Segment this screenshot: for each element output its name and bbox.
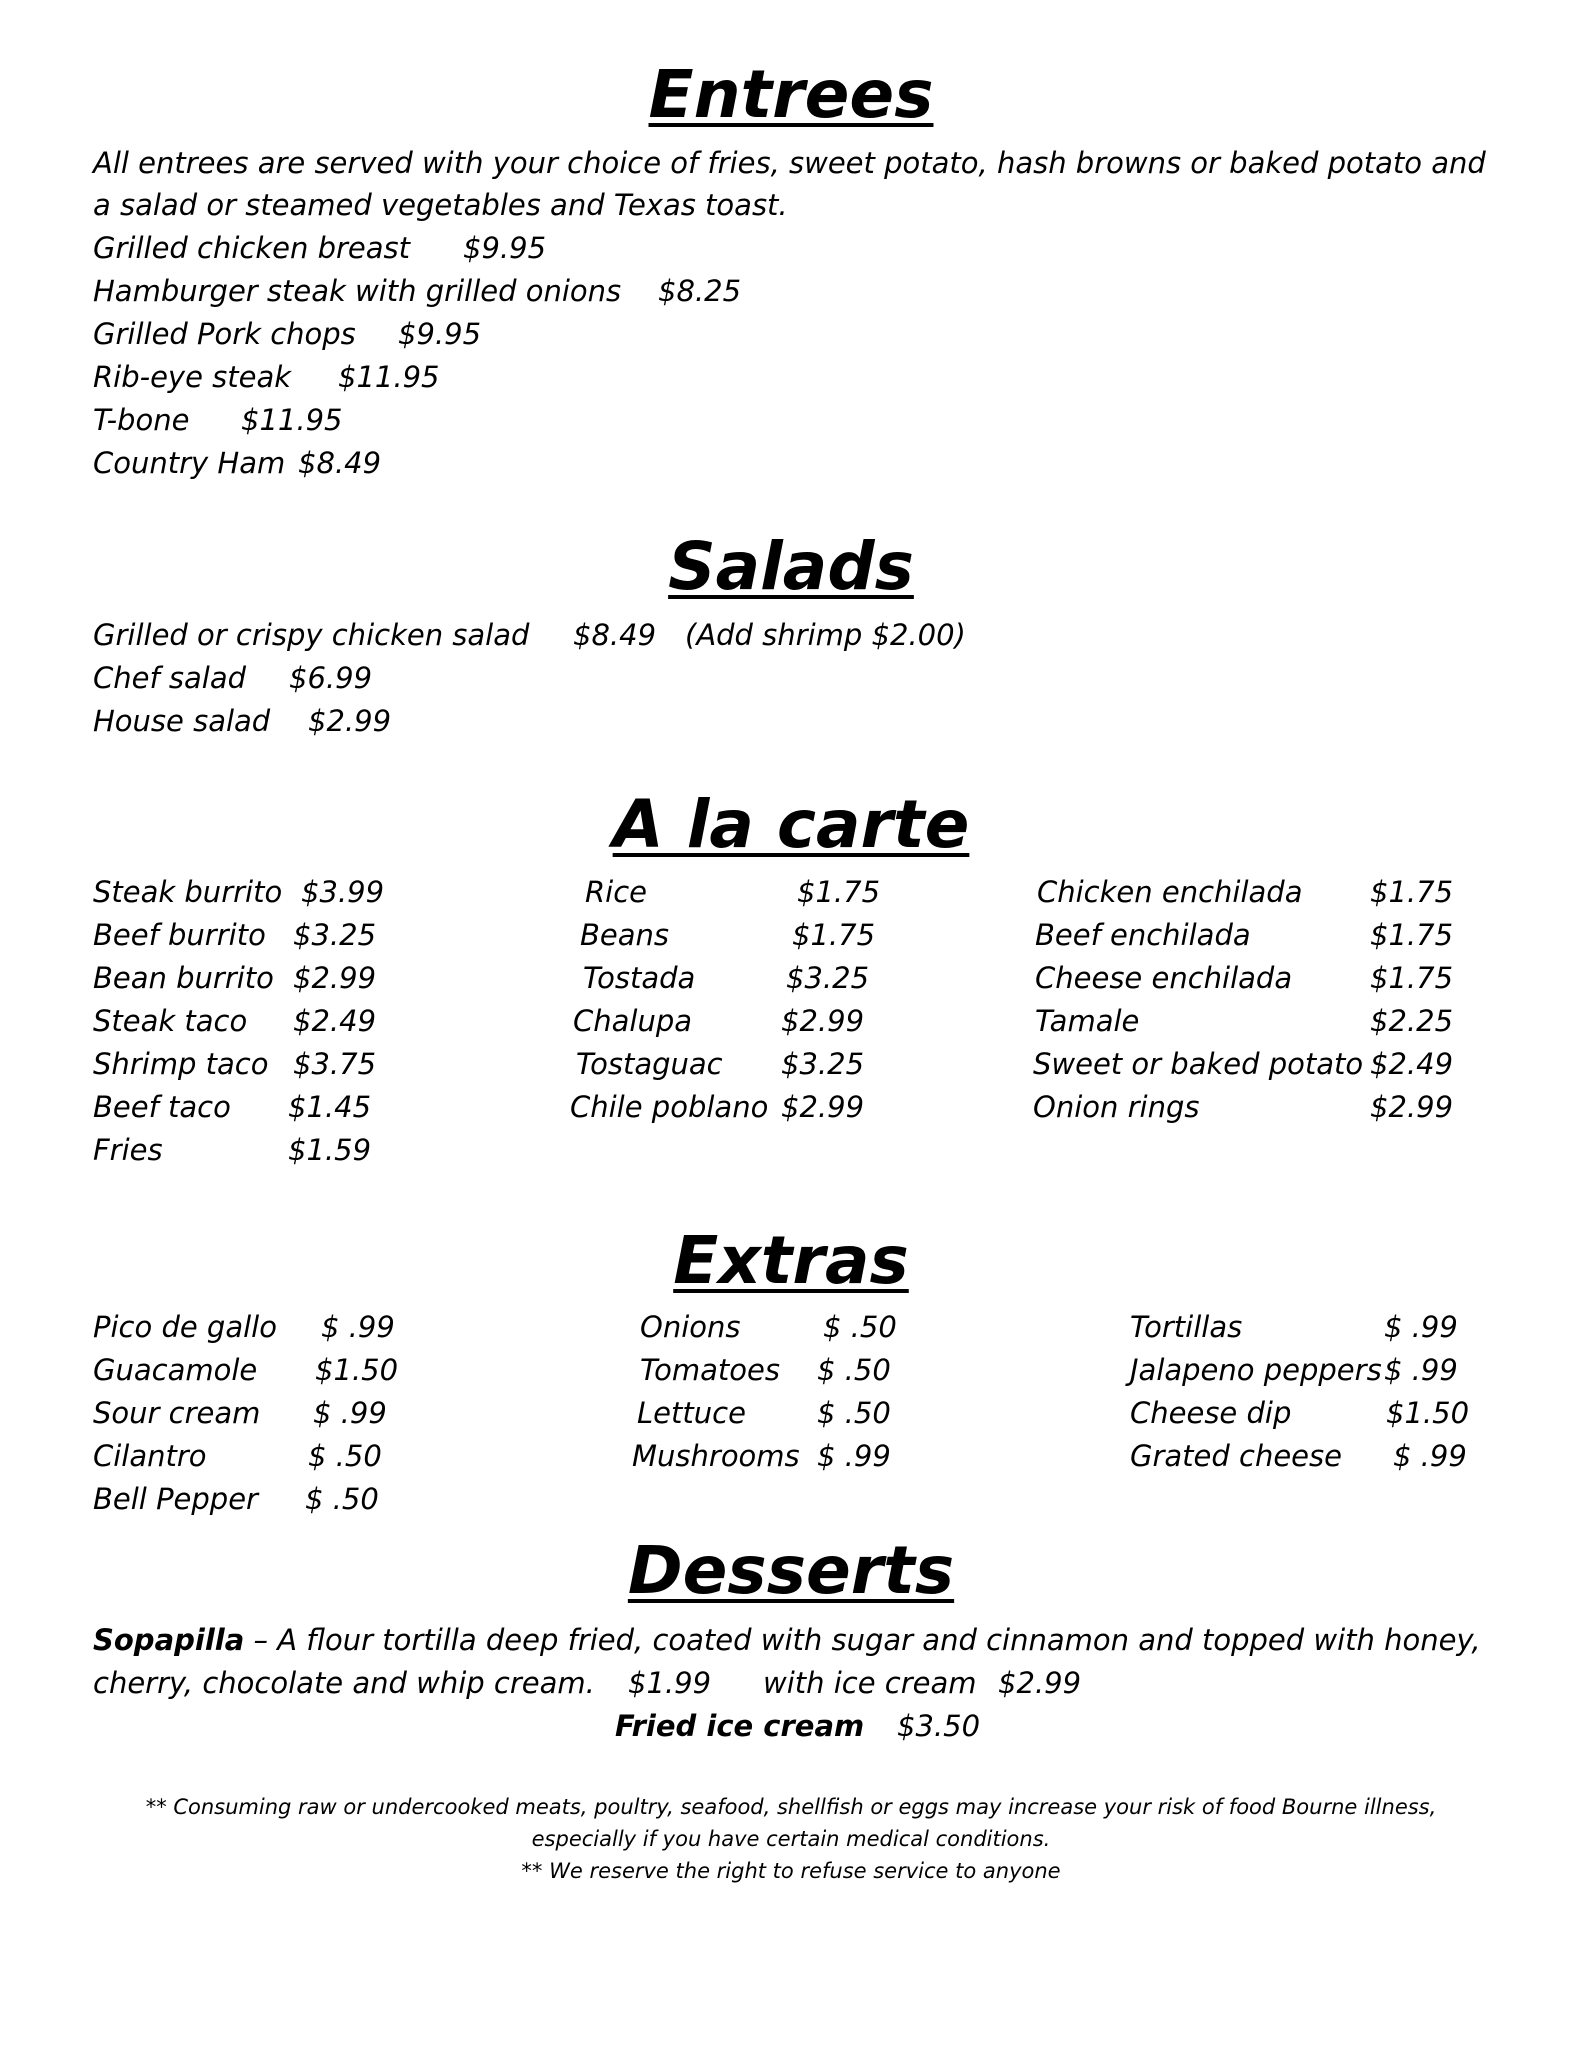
entrees-intro-line-1: All entrees are served with your choice of fries, sweet potato, hash browns or baked potato and [93,146,1486,180]
alacarte-price: $2.99 [293,961,377,995]
alacarte-name: Shrimp taco [93,1047,269,1081]
extras-name: Bell Pepper [93,1482,258,1516]
entree-item [93,357,440,397]
alacarte-name: Onion rings [1033,1090,1200,1124]
fried-ice-cream-price: $3.50 [897,1709,981,1743]
extras-item [1130,1436,1467,1476]
extras-name: Tortillas [1130,1310,1243,1344]
sopapilla-description: – A flour tortilla deep fried, coated with sugar and cinnamon and topped with honey, [244,1623,1481,1657]
alacarte-item [93,1001,377,1041]
extras-price: $ .99 [321,1310,395,1344]
entree-price: $11.95 [338,360,440,394]
alacarte-price: $2.99 [781,1004,865,1038]
alacarte-item [1033,1087,1454,1127]
extras-heading: Extras [673,1222,909,1299]
sopapilla-ice-cream-label: with ice cream [763,1666,977,1700]
extras-name: Grated cheese [1130,1439,1342,1473]
extras-price: $ .99 [1384,1310,1458,1344]
entree-price: $8.49 [298,446,382,480]
alacarte-name: Sweet or baked potato [1033,1047,1364,1081]
entree-price: $11.95 [241,403,343,437]
extras-name: Lettuce [637,1396,746,1430]
extras-item [93,1436,382,1476]
extras-price: $ .99 [817,1439,891,1473]
alacarte-name: Beef enchilada [1035,918,1251,952]
salad-item [93,615,966,655]
alacarte-price: $2.25 [1370,1004,1454,1038]
extras-price: $1.50 [315,1353,399,1387]
alacarte-price: $1.75 [792,918,876,952]
entree-name: Grilled Pork chops [93,317,356,351]
extras-item [1130,1393,1470,1433]
extras-name: Cheese dip [1130,1396,1292,1430]
alacarte-item [93,1044,377,1084]
extras-name: Cilantro [93,1439,207,1473]
extras-name: Onions [640,1310,741,1344]
extras-item [1130,1350,1458,1390]
alacarte-name: Steak burrito [93,875,283,909]
alacarte-item [1035,1001,1454,1041]
salad-name: Chef salad [93,661,247,695]
sopapilla-name: Sopapilla [93,1623,245,1657]
alacarte-item [576,1044,865,1084]
entree-name: Grilled chicken breast [93,231,411,265]
entree-item [93,400,343,440]
alacarte-price: $3.25 [786,961,870,995]
sopapilla-description-cont: cherry, chocolate and whip cream. [93,1666,595,1700]
alacarte-item [93,1087,372,1127]
alacarte-price: $1.75 [1370,875,1454,909]
salad-item [93,701,392,741]
alacarte-price: $1.45 [288,1090,372,1124]
salad-note: (Add shrimp $2.00) [685,618,966,652]
entree-item [93,443,382,483]
sopapilla-price: $1.99 [628,1666,712,1700]
alacarte-name: Tostada [583,961,696,995]
entree-price: $8.25 [658,274,742,308]
footer-disclaimer-line-2: especially if you have certain medical conditions. [531,1827,1051,1851]
entree-name: Hamburger steak with grilled onions [93,274,622,308]
alacarte-heading: A la carte [612,786,970,863]
alacarte-name: Tamale [1035,1004,1140,1038]
alacarte-name: Fries [93,1133,163,1167]
alacarte-price: $1.59 [288,1133,372,1167]
desserts-heading: Desserts [627,1532,955,1609]
entrees-intro-line-2: a salad or steamed vegetables and Texas toast. [93,188,788,222]
alacarte-name: Beef burrito [93,918,266,952]
alacarte-item [93,915,377,955]
extras-price: $ .99 [313,1396,387,1430]
extras-price: $1.50 [1386,1396,1470,1430]
alacarte-price: $3.25 [781,1047,865,1081]
alacarte-item [1035,958,1454,998]
extras-item [93,1350,399,1390]
extras-price: $ .50 [308,1439,382,1473]
entree-name: Rib-eye steak [93,360,292,394]
extras-name: Pico de gallo [93,1310,277,1344]
salad-item [93,658,373,698]
extras-price: $ .50 [305,1482,379,1516]
entree-name: Country Ham [93,446,286,480]
alacarte-item [585,872,881,912]
extras-price: $ .99 [1384,1353,1458,1387]
alacarte-name: Chile poblano [570,1090,769,1124]
extras-name: Guacamole [93,1353,258,1387]
alacarte-price: $2.49 [1370,1047,1454,1081]
sopapilla-line-2 [93,1663,1082,1703]
salads-heading: Salads [668,528,914,605]
extras-item [640,1307,897,1347]
extras-item [632,1436,891,1476]
extras-item [93,1393,387,1433]
extras-name: Jalapeno peppers [1130,1353,1382,1387]
alacarte-price: $3.75 [293,1047,377,1081]
alacarte-price: $2.49 [293,1004,377,1038]
alacarte-name: Tostaguac [576,1047,723,1081]
alacarte-price: $1.75 [1370,918,1454,952]
salad-price: $2.99 [308,704,392,738]
fried-ice-cream-line [615,1706,981,1746]
extras-item [1130,1307,1458,1347]
entrees-heading: Entrees [648,56,934,133]
entree-name: T-bone [93,403,190,437]
alacarte-item [1033,1044,1454,1084]
extras-item [640,1350,891,1390]
alacarte-name: Cheese enchilada [1035,961,1293,995]
extras-item [93,1479,379,1519]
extras-price: $ .50 [817,1396,891,1430]
entree-item [93,228,547,268]
salad-name: House salad [93,704,271,738]
extras-name: Sour cream [93,1396,261,1430]
extras-item [93,1307,395,1347]
alacarte-item [93,1130,372,1170]
extras-name: Mushrooms [632,1439,800,1473]
extras-price: $ .99 [1393,1439,1467,1473]
sopapilla-ice-cream-price: $2.99 [998,1666,1082,1700]
fried-ice-cream-name: Fried ice cream [615,1709,865,1743]
alacarte-name: Bean burrito [93,961,274,995]
entree-price: $9.95 [463,231,547,265]
alacarte-item [573,1001,865,1041]
salad-name: Grilled or crispy chicken salad [93,618,530,652]
alacarte-item [580,915,876,955]
extras-price: $ .50 [817,1353,891,1387]
salad-price: $6.99 [289,661,373,695]
entree-item [93,314,482,354]
alacarte-name: Chicken enchilada [1037,875,1303,909]
alacarte-item [1037,872,1454,912]
alacarte-price: $3.25 [293,918,377,952]
salad-price: $8.49 [573,618,657,652]
alacarte-item [1035,915,1454,955]
alacarte-price: $3.99 [301,875,385,909]
alacarte-price: $1.75 [1370,961,1454,995]
entree-price: $9.95 [398,317,482,351]
alacarte-name: Beef taco [93,1090,231,1124]
alacarte-name: Steak taco [93,1004,248,1038]
footer-refuse-service: ** We reserve the right to refuse service to anyone [521,1859,1061,1883]
alacarte-name: Rice [585,875,647,909]
alacarte-price: $2.99 [781,1090,865,1124]
alacarte-item [93,958,377,998]
alacarte-price: $2.99 [1370,1090,1454,1124]
alacarte-item [93,872,385,912]
extras-item [637,1393,891,1433]
alacarte-item [583,958,870,998]
alacarte-name: Chalupa [573,1004,693,1038]
extras-name: Tomatoes [640,1353,780,1387]
alacarte-price: $1.75 [797,875,881,909]
entree-item [93,271,742,311]
alacarte-item [570,1087,865,1127]
extras-price: $ .50 [823,1310,897,1344]
alacarte-name: Beans [580,918,669,952]
footer-disclaimer-line-1: ** Consuming raw or undercooked meats, poultry, seafood, shellfish or eggs may increase your risk of food Bourne illness, [145,1795,1437,1819]
sopapilla-line-1 [93,1620,1481,1660]
